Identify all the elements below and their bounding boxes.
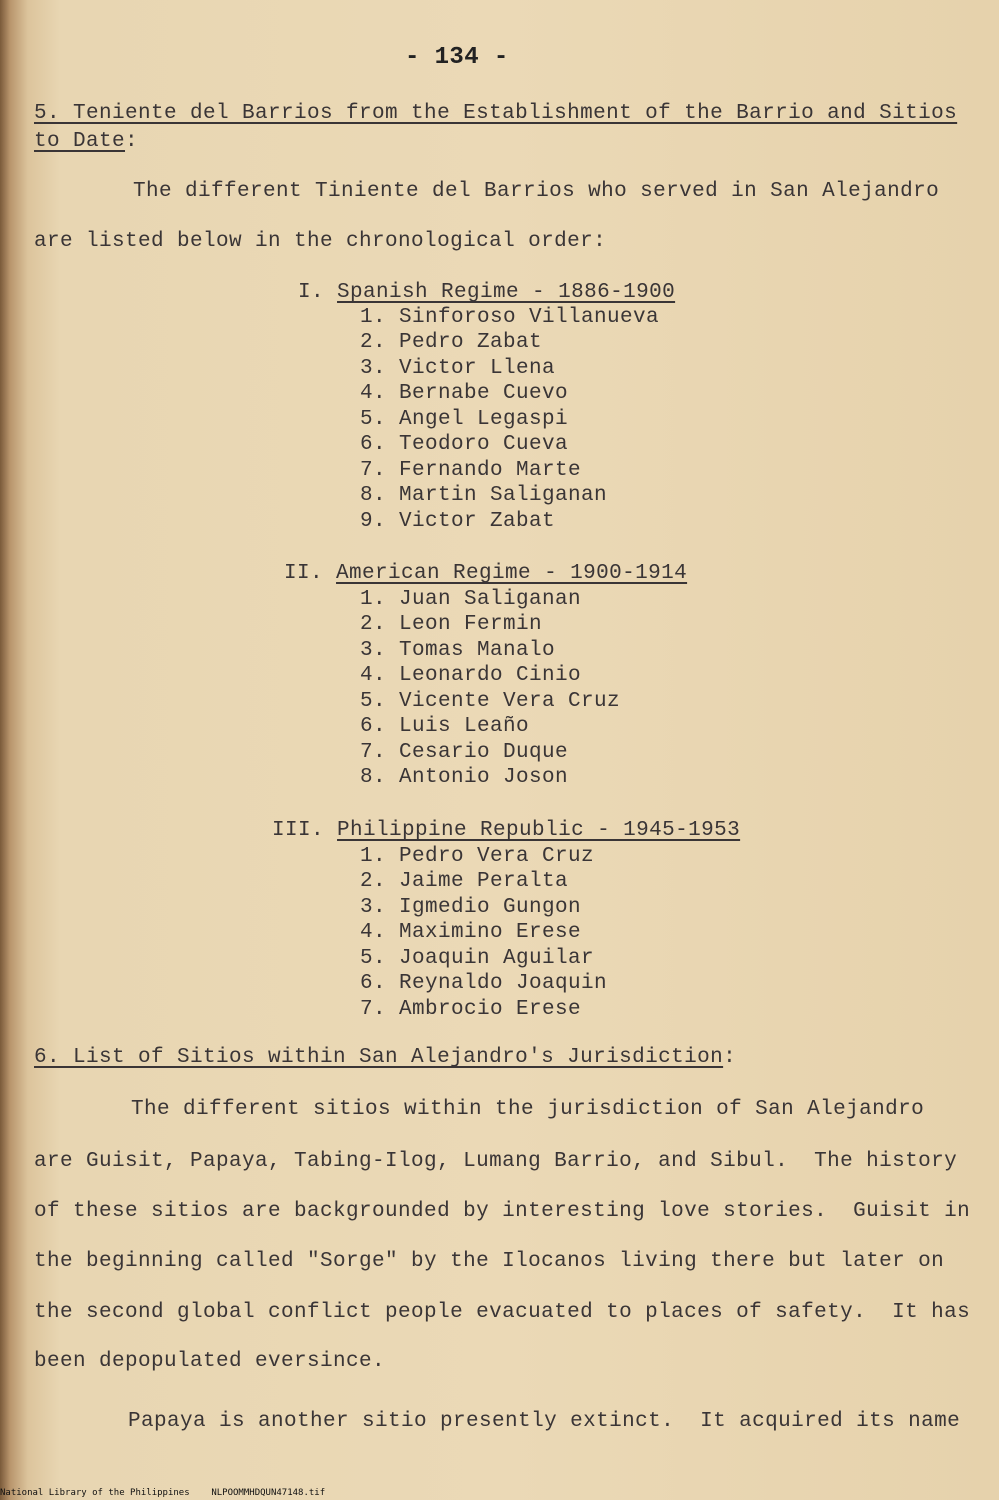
section6-heading-colon: : [723,1046,737,1069]
section5-heading-to-date: to Date [34,130,126,153]
section5-intro-line2: are listed below in the chronological order: [34,230,607,253]
paragraph-line: the second global conflict people evacuated to places of safety. It has [34,1301,971,1324]
section5-heading-colon: : [125,130,139,153]
list-item: 5. Joaquin Aguilar [360,947,595,970]
list-item: 3. Tomas Manalo [360,639,556,662]
section6-heading [34,1046,736,1069]
list-item: 8. Martin Saliganan [360,484,608,507]
section5-intro-line1: The different Tiniente del Barrios who served in San Alejandro [133,180,940,203]
list-item: 7. Cesario Duque [360,741,569,764]
list-item: 6. Luis Leaño [360,715,530,738]
regime-heading [272,819,740,842]
list-item: 2. Pedro Zabat [360,331,543,354]
section5-heading-line2 [34,130,138,153]
regime-heading [298,281,675,304]
list-item: 4. Maximino Erese [360,921,582,944]
list-item: 3. Igmedio Gungon [360,896,582,919]
list-item: 5. Vicente Vera Cruz [360,690,621,713]
list-item: 2. Jaime Peralta [360,870,569,893]
regime-title: Philippine Republic - 1945-1953 [337,819,741,842]
paragraph-line: The different sitios within the jurisdiction of San Alejandro [131,1098,925,1121]
footer-file: NLPOOMMHDQUN47148.tif [211,1488,326,1498]
regime-title: American Regime - 1900-1914 [336,562,688,585]
list-item: 6. Reynaldo Joaquin [360,972,608,995]
regime-title: Spanish Regime - 1886-1900 [337,281,676,304]
list-item: 7. Fernando Marte [360,459,582,482]
list-item: 1. Sinforoso Villanueva [360,306,660,329]
paragraph-line: the beginning called "Sorge" by the Ilocanos living there but later on [34,1250,945,1273]
list-item: 1. Juan Saliganan [360,588,582,611]
regime-numeral: II. [284,562,324,585]
next-paragraph: Papaya is another sitio presently extinct. It acquired its name [128,1410,961,1433]
list-item: 2. Leon Fermin [360,613,543,636]
list-item: 9. Victor Zabat [360,510,556,533]
regime-numeral: III. [272,819,325,842]
section6-heading-text: 6. List of Sitios within San Alejandro's Jurisdiction [34,1046,724,1069]
list-item: 6. Teodoro Cueva [360,433,569,456]
footer-source: National Library of the Philippines [0,1488,190,1498]
paragraph-line: are Guisit, Papaya, Tabing-Ilog, Lumang Barrio, and Sibul. The history [34,1150,958,1173]
regime-numeral: I. [298,281,325,304]
list-item: 8. Antonio Joson [360,766,569,789]
scan-footer [0,1488,325,1498]
page-number: - 134 - [405,44,509,71]
section5-heading-line1: 5. Teniente del Barrios from the Establishment of the Barrio and Sitios [34,102,958,125]
list-item: 5. Angel Legaspi [360,408,569,431]
list-item: 4. Leonardo Cinio [360,664,582,687]
paragraph-line: of these sitios are backgrounded by interesting love stories. Guisit in [34,1200,971,1223]
list-item: 7. Ambrocio Erese [360,998,582,1021]
list-item: 3. Victor Llena [360,357,556,380]
regime-heading [284,562,687,585]
paragraph-line: been depopulated eversince. [34,1350,386,1373]
list-item: 4. Bernabe Cuevo [360,382,569,405]
list-item: 1. Pedro Vera Cruz [360,845,595,868]
